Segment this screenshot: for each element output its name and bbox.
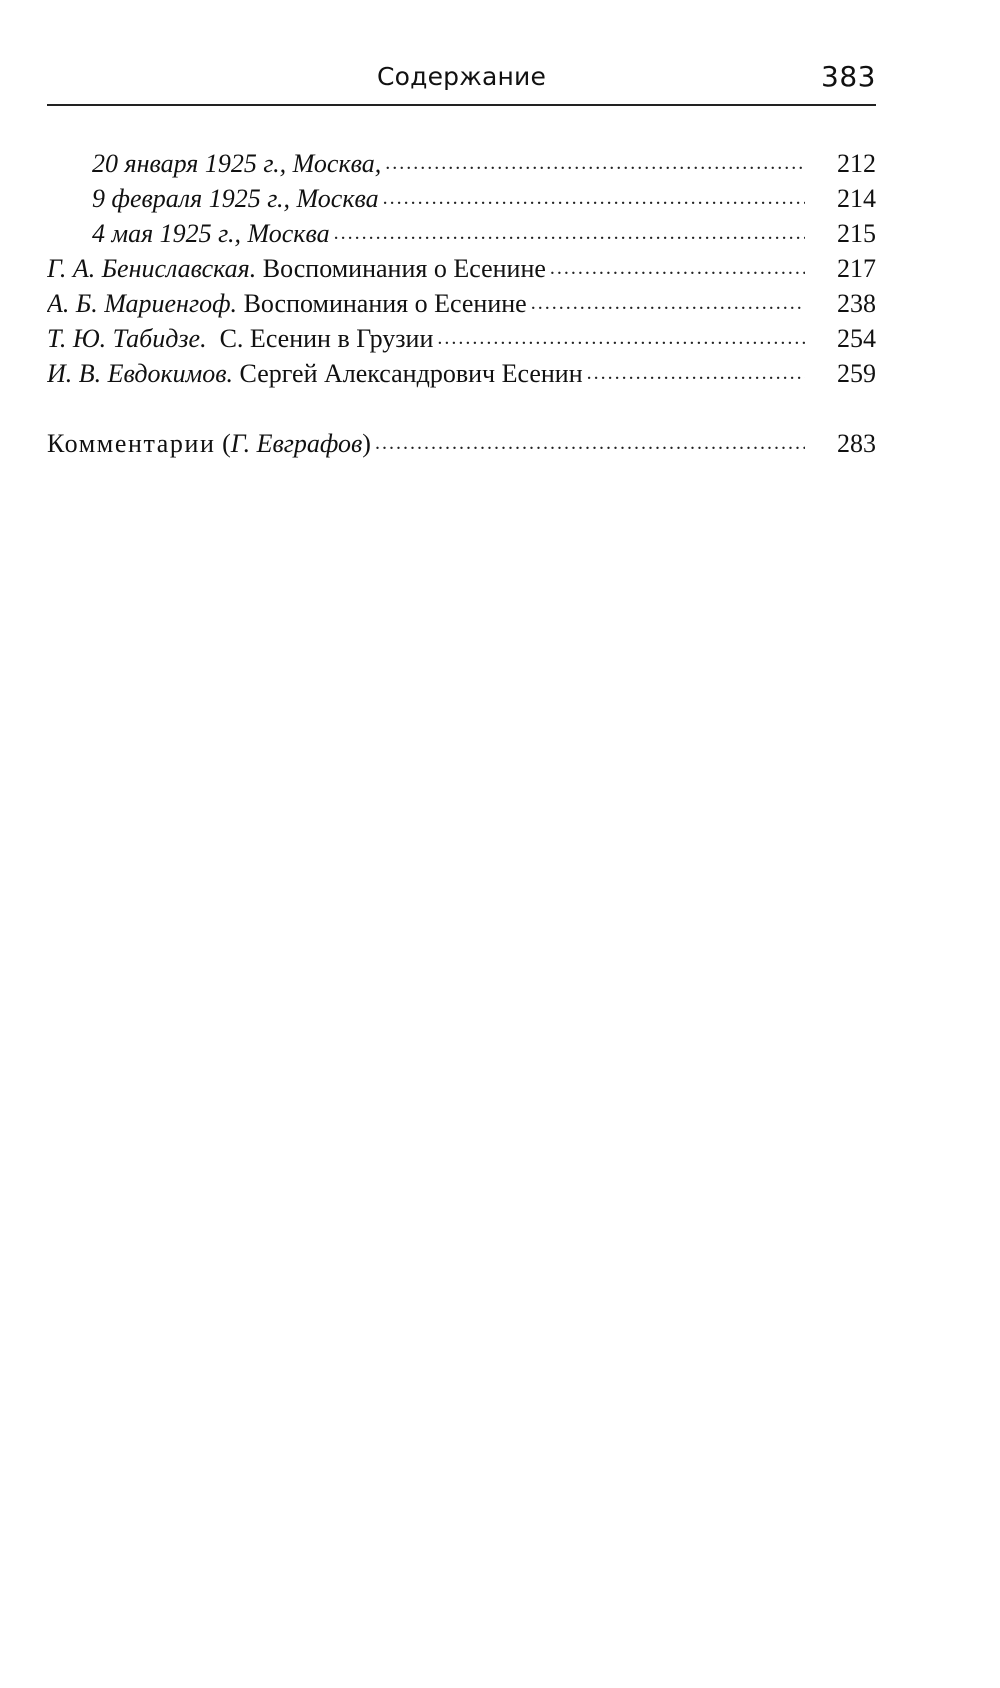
toc-entry-title: 9 февраля 1925 г., Москва [92, 181, 383, 216]
dot-leader [334, 216, 805, 251]
toc-entry-commentary [47, 426, 876, 461]
toc-entry-title: С. Есенин в Грузии [219, 324, 434, 353]
toc-entry-page: 254 [837, 324, 876, 353]
toc-entry-page: 215 [837, 219, 876, 248]
toc-entry-title: Сергей Александрович Есенин [239, 359, 583, 388]
page-number: 383 [821, 60, 876, 93]
commentary-author: Г. Евграфов [230, 429, 363, 458]
toc-entry [47, 216, 876, 251]
toc-entry-author: И. В. Евдокимов. [47, 359, 234, 388]
commentary-close-paren: ) [362, 429, 371, 458]
toc-entry-author: Т. Ю. Табидзе. [47, 324, 207, 353]
toc-entry-title: 4 мая 1925 г., Москва [92, 216, 334, 251]
toc-entry [47, 356, 876, 391]
toc-entry-author: Г. А. Бениславская. [47, 254, 257, 283]
toc-entry-page: 238 [837, 289, 876, 318]
toc-entry-page: 214 [837, 184, 876, 213]
toc-entry-title: Воспоминания о Есенине [262, 254, 546, 283]
toc-entry [47, 181, 876, 216]
toc-entry-page: 259 [837, 359, 876, 388]
dot-leader [531, 286, 805, 321]
dot-leader [385, 146, 805, 181]
dot-leader [375, 426, 805, 461]
toc-entry [47, 146, 876, 181]
dot-leader [437, 321, 805, 356]
running-title: Содержание [376, 62, 547, 91]
toc-entry-author: А. Б. Мариенгоф. [47, 289, 238, 318]
toc-entry-page: 283 [837, 429, 876, 458]
toc-entry [47, 286, 876, 321]
toc-entry-page: 217 [837, 254, 876, 283]
dot-leader [587, 356, 805, 391]
toc-entry-page: 212 [837, 149, 876, 178]
table-of-contents [47, 146, 876, 461]
dot-leader [550, 251, 805, 286]
dot-leader [383, 181, 805, 216]
toc-entry-title: Воспоминания о Есенине [243, 289, 527, 318]
toc-entry-title: 20 января 1925 г., Москва, [92, 146, 385, 181]
commentary-open-paren: ( [222, 429, 231, 458]
commentary-title: Комментарии [47, 429, 216, 458]
toc-entry [47, 251, 876, 286]
toc-entry [47, 321, 876, 356]
running-head [47, 58, 876, 106]
